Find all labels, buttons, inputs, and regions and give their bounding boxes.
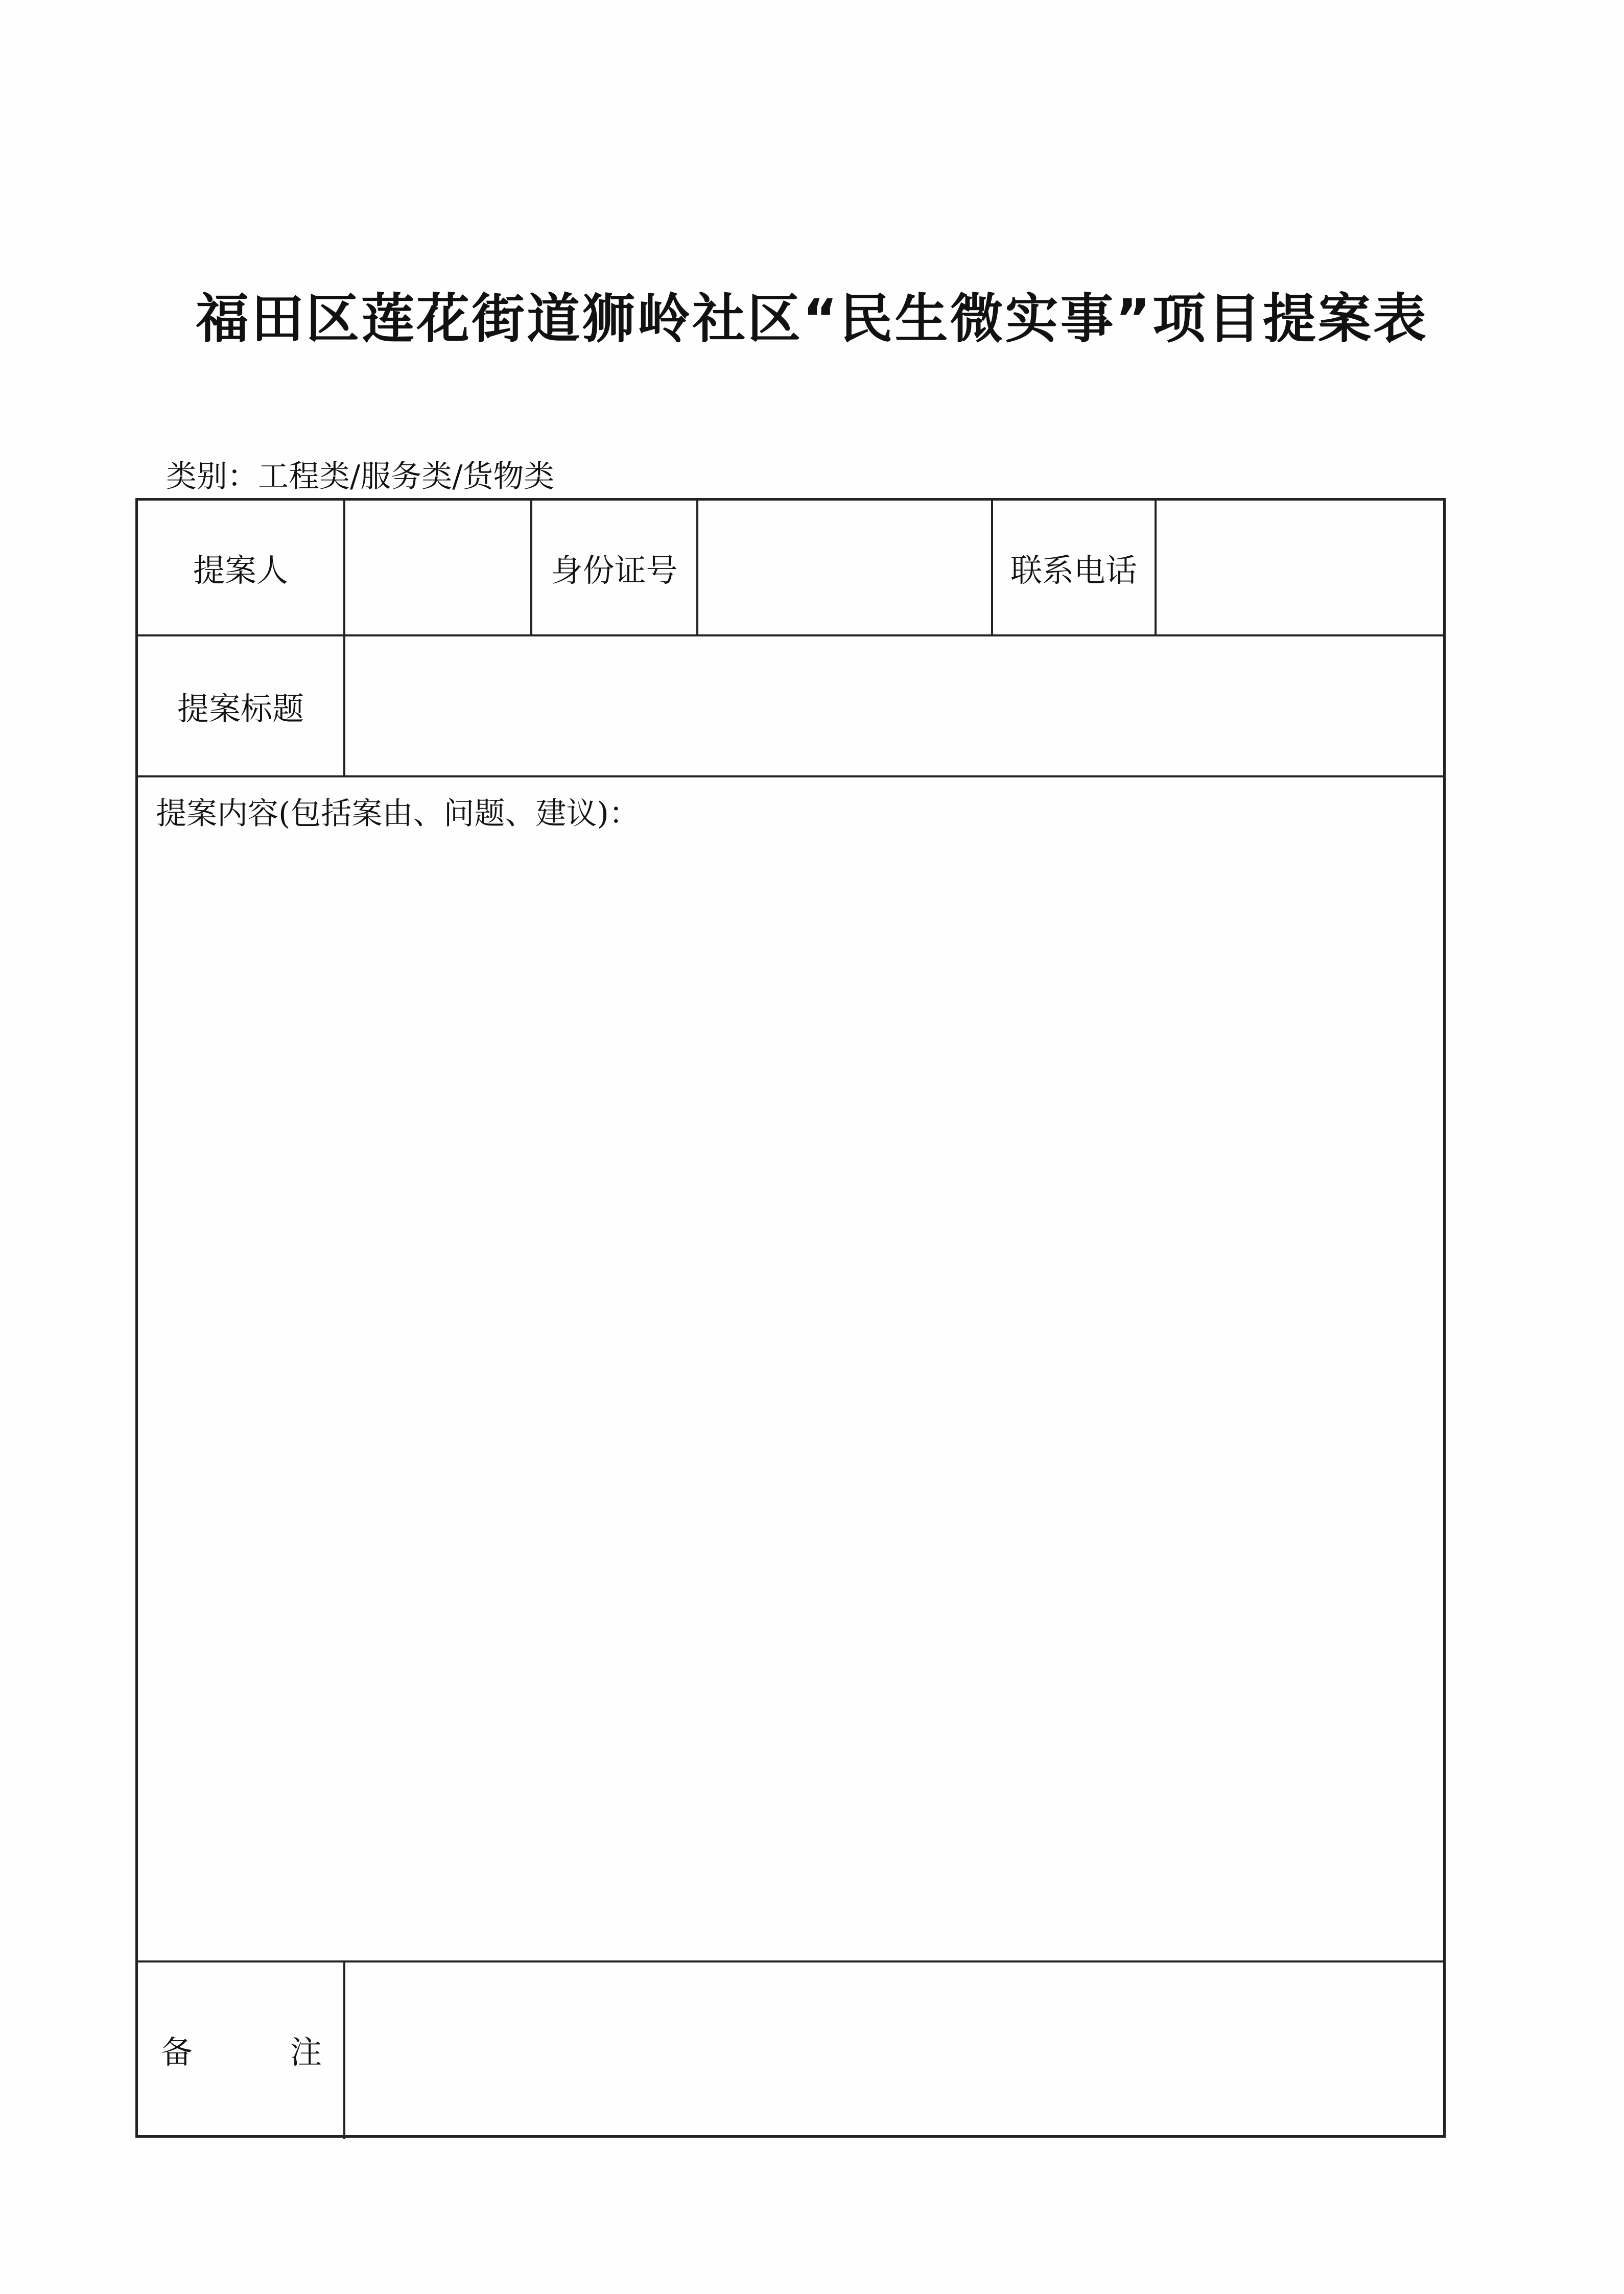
proposal-title-label: 提案标题 — [177, 690, 304, 727]
proposer-label: 提案人 — [193, 551, 288, 589]
remarks-label-part-2: 注 — [290, 2033, 322, 2071]
phone-label: 联系电话 — [1010, 551, 1137, 589]
remarks-field[interactable] — [345, 1962, 1443, 2136]
row-divider-2 — [138, 775, 1443, 777]
id-number-field[interactable] — [698, 501, 991, 634]
proposal-content-label: 提案内容(包括案由、问题、建议)： — [156, 796, 640, 832]
proposal-title-field[interactable] — [345, 636, 1443, 775]
category-line: 类别：工程类/服务类/货物类 — [166, 459, 555, 494]
remarks-label-part-1: 备 — [161, 2033, 193, 2071]
proposal-form-table — [135, 498, 1446, 2138]
proposal-content-field[interactable] — [138, 838, 1443, 1959]
id-number-label: 身份证号 — [551, 551, 678, 589]
proposer-field[interactable] — [345, 501, 530, 634]
page-title: 福田区莲花街道狮岭社区“民生微实事”项目提案表 — [196, 288, 1428, 350]
phone-field[interactable] — [1157, 501, 1443, 634]
remarks-label — [138, 1961, 345, 2138]
